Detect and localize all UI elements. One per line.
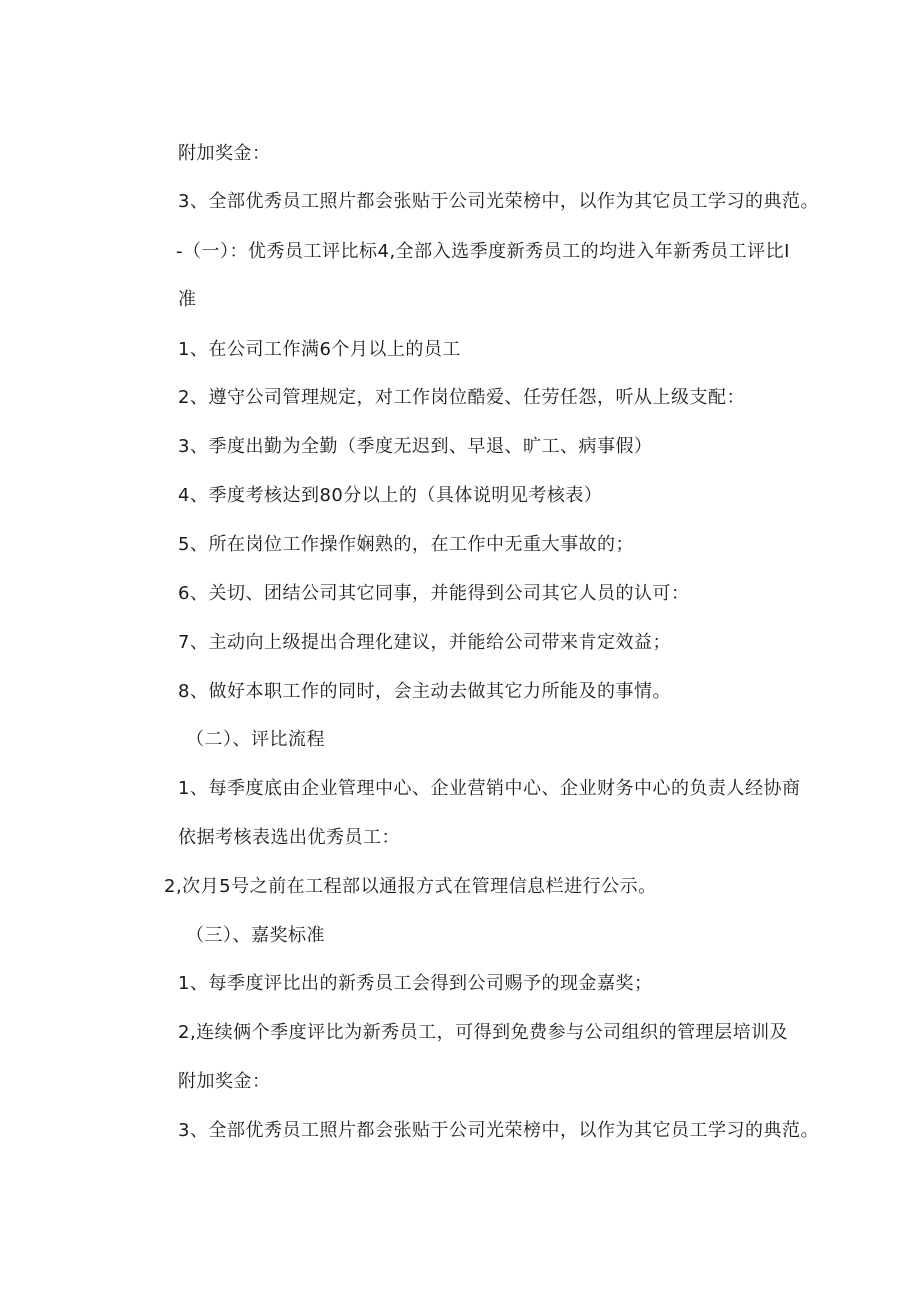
- section-heading: （二）、评比流程: [186, 729, 325, 750]
- text-line: 4、季度考核达到80分以上的（具体说明见考核表）: [178, 485, 603, 506]
- text-line: 2,连续俩个季度评比为新秀员工，可得到免费参与公司组织的管理层培训及: [178, 1022, 789, 1043]
- text-line: 依据考核表选出优秀员工：: [178, 827, 400, 848]
- text-line: 准: [178, 289, 197, 310]
- text-line: 5、所在岗位工作操作娴熟的，在工作中无重大事故的；: [178, 534, 634, 555]
- text-line: 1、每季度评比出的新秀员工会得到公司赐予的现金嘉奖；: [178, 973, 653, 994]
- text-line: 1、每季度底由企业管理中心、企业营销中心、企业财务中心的负责人经协商: [178, 778, 801, 799]
- section-heading: （三）、嘉奖标准: [186, 925, 325, 946]
- text-line: 附加奖金：: [178, 143, 271, 164]
- text-line: 2,次月5号之前在工程部以通报方式在管理信息栏进行公示。: [164, 876, 657, 897]
- text-line: 2、遵守公司管理规定，对工作岗位酷爱、任劳任怨，听从上级支配：: [178, 387, 745, 408]
- text-line: -（一）：优秀员工评比标4,全部入选季度新秀员工的均进入年新秀员工评比I: [176, 241, 790, 262]
- text-line: 3、全部优秀员工照片都会张贴于公司光荣榜中，以作为其它员工学习的典范。: [178, 1120, 819, 1141]
- text-line: 7、主动向上级提出合理化建议，并能给公司带来肯定效益；: [178, 632, 671, 653]
- text-line: 1、在公司工作满6个月以上的员工: [178, 339, 461, 360]
- text-line: 3、全部优秀员工照片都会张贴于公司光荣榜中，以作为其它员工学习的典范。: [178, 191, 819, 212]
- text-line: 附加奖金：: [178, 1071, 271, 1092]
- text-line: 3、季度出勤为全勤（季度无迟到、早退、旷工、病事假）: [178, 436, 653, 457]
- text-line: 6、关切、团结公司其它同事，并能得到公司其它人员的认可：: [178, 583, 690, 604]
- text-line: 8、做好本职工作的同时，会主动去做其它力所能及的事情。: [178, 681, 671, 702]
